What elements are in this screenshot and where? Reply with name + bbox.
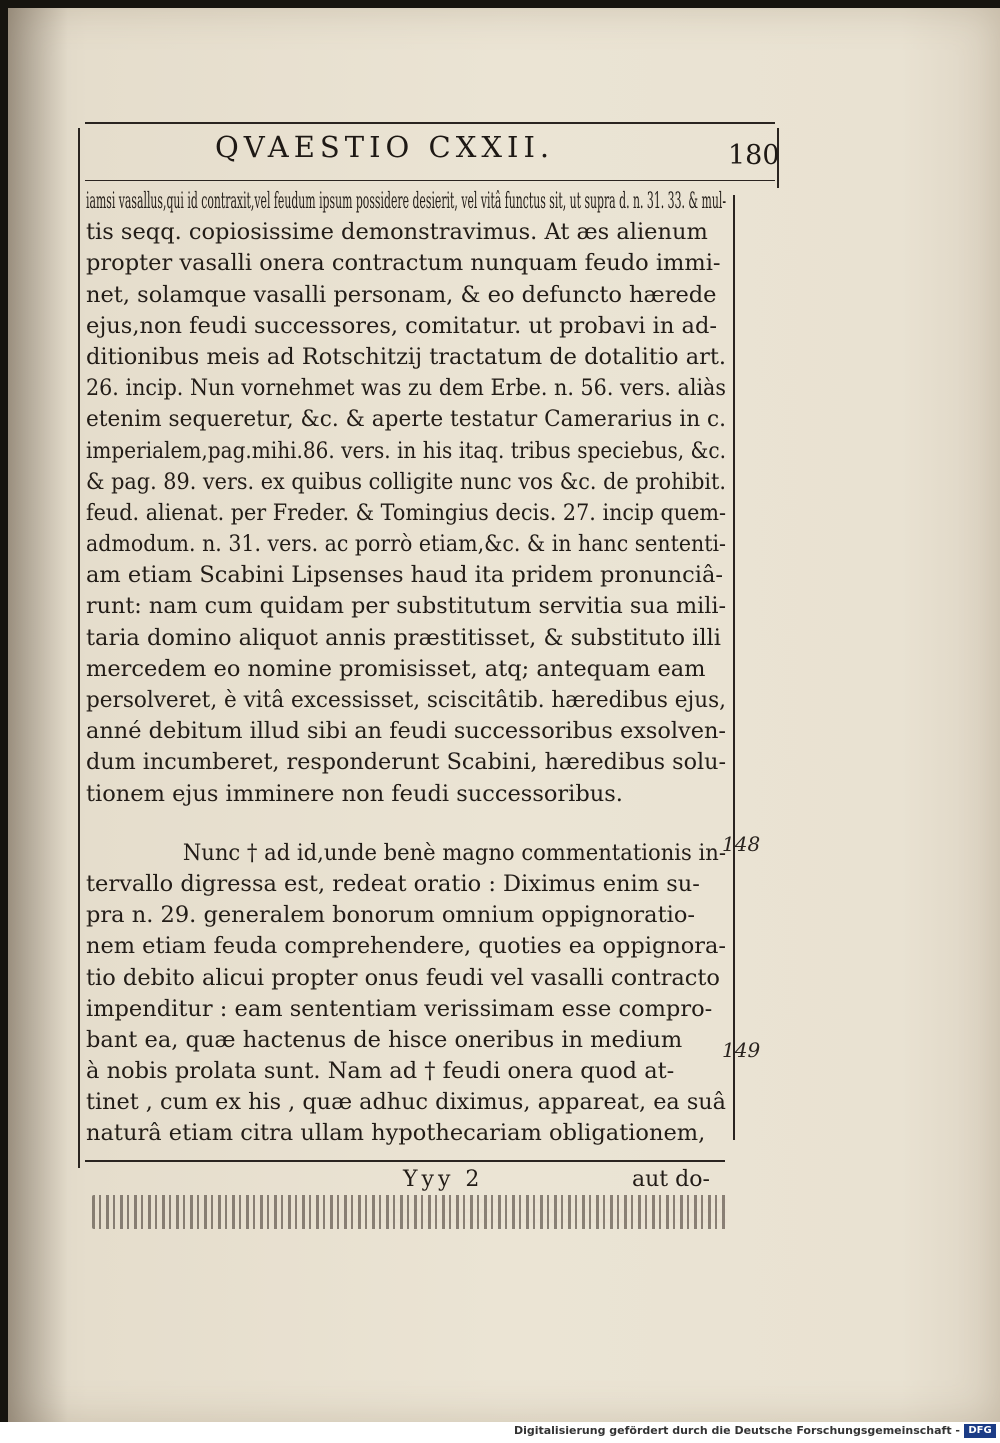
left-border-rule: [78, 128, 80, 1168]
text-line: net, solamque vasalli personam, & eo defuncto hærede: [86, 281, 717, 308]
text-line: persolveret, è vitâ excessisset, sciscitâtib. hæredibus ejus,: [86, 687, 726, 713]
text-line: imperialem,pag.mihi.86. vers. in his itaq. tribus speciebus, &c.: [86, 437, 726, 464]
running-head: QVAESTIO CXXII.: [215, 130, 555, 164]
text-line: impenditur : eam sententiam verissimam esse compro-: [86, 995, 713, 1022]
text-line: pra n. 29. generalem bonorum omnium oppignoratio-: [86, 902, 695, 929]
header-rule: [85, 180, 775, 181]
text-line: ejus,non feudi successores, comitatur. ut probavi in ad-: [86, 312, 717, 339]
text-line: naturâ etiam citra ullam hypothecariam obligationem,: [86, 1120, 706, 1147]
paragraph-2: [86, 838, 726, 1150]
bottom-rule: [85, 1160, 725, 1162]
paragraph-1: [86, 186, 726, 810]
catchword: aut do-: [632, 1167, 710, 1192]
text-line: tionem ejus imminere non feudi successoribus.: [86, 780, 623, 807]
text-line: Nunc † ad id,unde benè magno commentationis in-: [182, 839, 726, 866]
page-number: 180: [728, 140, 780, 171]
text-line: bant ea, quæ hactenus de hisce oneribus in medium: [86, 1026, 683, 1053]
text-line: iamsi vasallus,qui id contraxit,vel feudum ipsum possidere desierit, vel vitâ functus sit, ut supra d. n. 31. 33. & mul-: [86, 188, 726, 214]
spine-shadow: [8, 8, 68, 1422]
text-line: tis seqq. copiosissime demonstravimus. At æs alienum: [86, 219, 708, 246]
text-line: & pag. 89. vers. ex quibus colligite nunc vos &c. de prohibit.: [86, 468, 726, 495]
marginal-number-149: 149: [722, 1038, 761, 1062]
text-line: anné debitum illud sibi an feudi successoribus exsolven-: [86, 718, 726, 745]
text-line: taria domino aliquot annis præstitisset, & substituto illi: [86, 624, 721, 651]
text-line: propter vasalli onera contractum nunquam feudo immi-: [86, 250, 721, 277]
signature-mark: Yyy 2: [403, 1167, 484, 1192]
right-border-rule: [733, 195, 735, 1140]
text-line: am etiam Scabini Lipsenses haud ita pridem pronunciâ-: [86, 562, 723, 589]
printer-ornament-band: [92, 1195, 727, 1229]
text-line: admodum. n. 31. vers. ac porrò etiam,&c. & in hanc sententi-: [86, 531, 726, 558]
main-text: [86, 186, 726, 1150]
text-line: mercedem eo nomine promisisset, atq; antequam eam: [86, 655, 706, 682]
text-line: tinet , cum ex his , quæ adhuc diximus, appareat, ea suâ: [86, 1089, 726, 1116]
top-rule: [85, 122, 775, 124]
dfg-logo: DFG: [964, 1424, 996, 1438]
text-line: tervallo digressa est, redeat oratio : Diximus enim su-: [86, 870, 700, 897]
text-line: ditionibus meis ad Rotschitzij tractatum de dotalitio art.: [86, 343, 726, 370]
text-line: etenim sequeretur, &c. & aperte testatur Camerarius in c.: [86, 406, 726, 433]
text-line: runt: nam cum quidam per substitutum servitia sua mili-: [86, 593, 726, 620]
text-line: 26. incip. Nun vornehmet was zu dem Erbe. n. 56. vers. aliàs: [86, 375, 726, 402]
paragraph-gap: [86, 810, 726, 838]
text-line: à nobis prolata sunt. Nam ad † feudi onera quod at-: [86, 1058, 675, 1085]
text-line: dum incumberet, responderunt Scabini, hæredibus solu-: [86, 749, 726, 776]
marginal-number-148: 148: [722, 832, 761, 856]
text-line: nem etiam feuda comprehendere, quoties ea oppignora-: [86, 933, 726, 960]
text-line: feud. alienat. per Freder. & Tomingius decis. 27. incip quem-: [86, 499, 726, 526]
digitization-credit: Digitalisierung gefördert durch die Deutsche Forschungsgemeinschaft -: [513, 1424, 960, 1437]
text-line: tio debito alicui propter onus feudi vel vasalli contracto: [86, 964, 720, 991]
